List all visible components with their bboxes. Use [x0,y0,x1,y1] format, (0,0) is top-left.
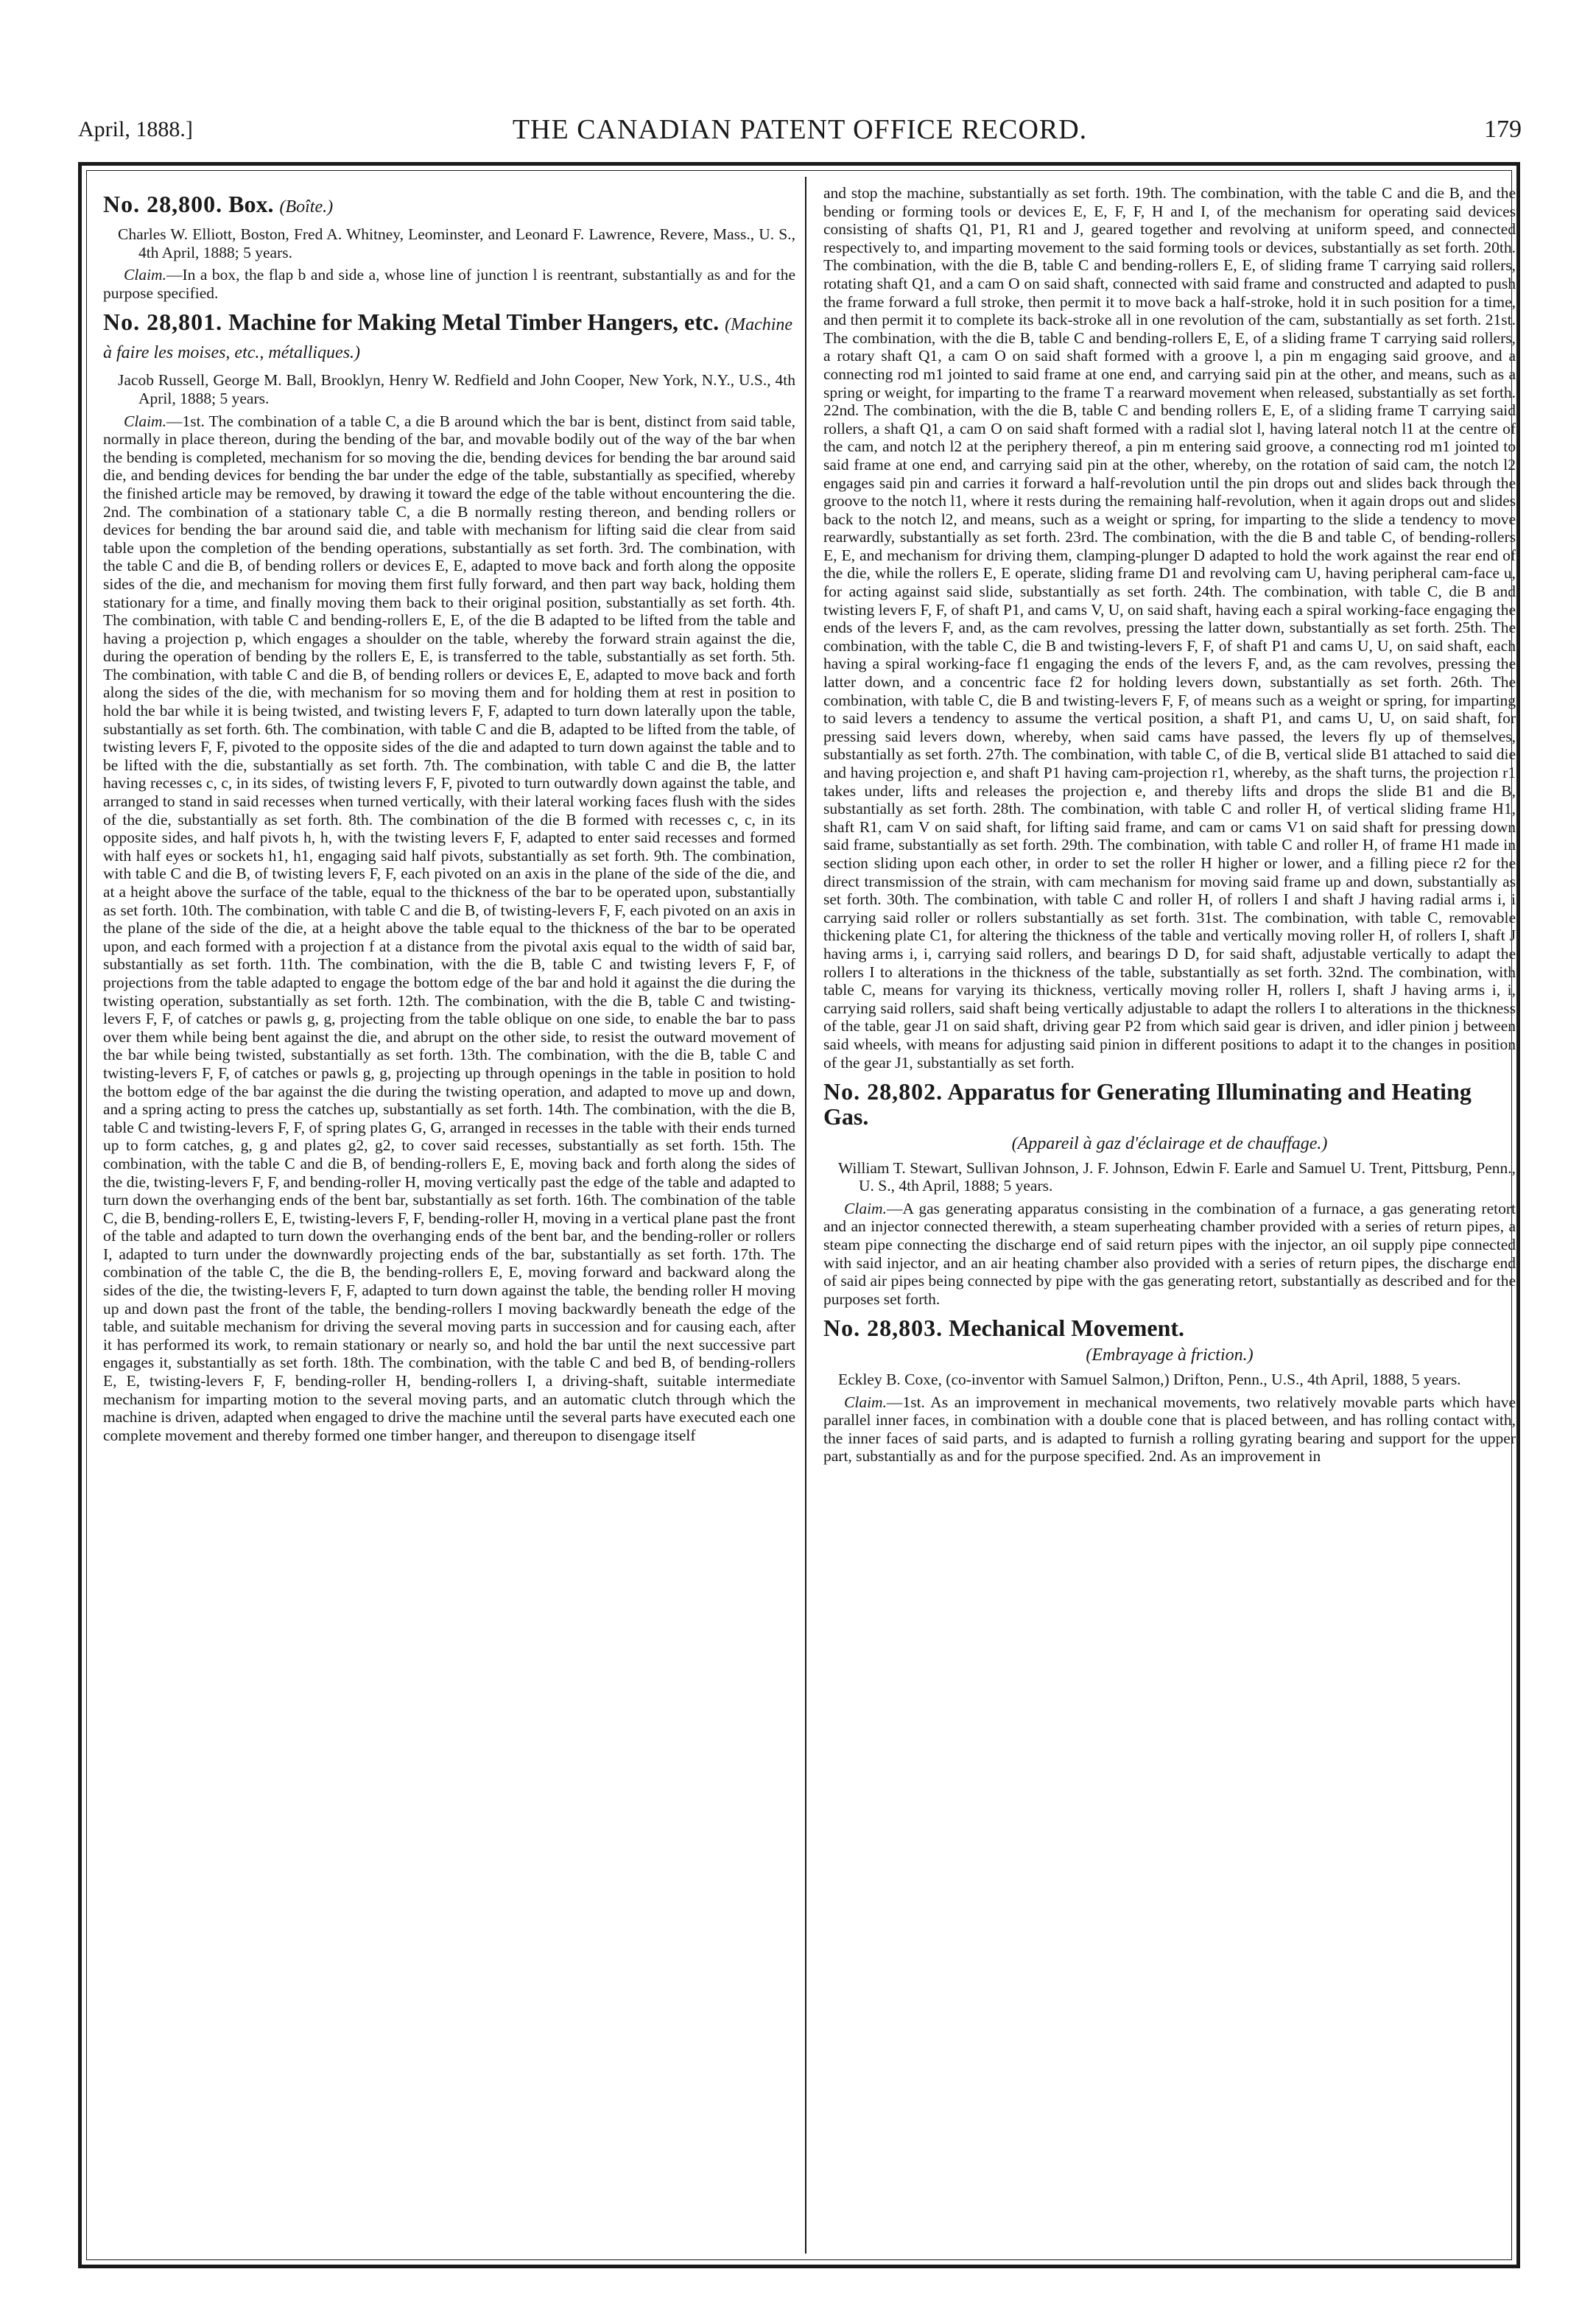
claim-text [823,1393,1516,1466]
claim-text [103,412,795,1445]
patent-entry-28801 [103,309,795,1444]
inventors: Jacob Russell, George M. Ball, Brooklyn, Henry W. Redfield and John Cooper, New York, N.Y., U.S., 4th April, 1888; 5 years. [118,371,795,407]
claim-text [823,1200,1516,1309]
left-column [103,184,795,2246]
right-column [823,184,1516,2246]
patent-number: No. 28,802. [823,1078,943,1105]
french-title: (Embrayage à friction.) [1086,1346,1254,1365]
patent-number: No. 28,800. [103,191,223,217]
patent-heading [103,191,795,219]
page-number: 179 [1484,116,1522,143]
patent-entry-28802 [823,1079,1516,1308]
claim-body: —In a box, the flap b and side a, whose line of junction l is reentrant, substantially as and for the purpose specified. [103,266,795,302]
column-rule [805,177,806,2254]
claim-label: Claim. [844,1199,887,1217]
claim-body: —A gas generating apparatus consisting in the combination of a furnace, a gas generating retort and an injector connected therewith, a steam superheating chamber provided with a series of return pipes, a steam pipe connecting the discharge end of said return pipes with the injector, an oil supply pipe connected with said injector, and an air heating chamber also provided with a series of return pipes, the discharge end of said air pipes being connected by pipe with the gas generating retort, substantially as described and for the purposes set forth. [823,1199,1516,1308]
inventors: Charles W. Elliott, Boston, Fred A. Whitney, Leominster, and Leonard F. Lawrence, Revere, Mass., U. S., 4th April, 1888; 5 years. [118,225,795,261]
patent-title: Box. [228,191,274,217]
patent-number: No. 28,803. [823,1315,943,1342]
claim-label: Claim. [124,412,166,430]
claim-label: Claim. [124,266,166,284]
claim-text [103,266,795,302]
issue-date: April, 1888.] [78,117,193,141]
claim-body: —1st. As an improvement in mechanical movements, two relatively movable parts which have parallel inner faces, in combination with a double cone that is placed between, and has rolling contact with, the inner faces of said parts, and is adapted to furnish a rolling gyrating bearing and support for the upper part, substantially as and for the purpose specified. 2nd. As an improvement in [823,1393,1516,1466]
patent-entry-28800 [103,191,795,302]
patent-title: Mechanical Movement. [949,1315,1185,1342]
french-title: (Boîte.) [279,197,334,217]
patent-number: No. 28,801. [103,309,223,336]
patent-heading [823,1315,1516,1340]
patent-title: Apparatus for Generating Illuminating and Heating Gas. [823,1078,1472,1130]
patent-title: Machine for Making Metal Timber Hangers, etc. [228,309,720,336]
patent-entry-28803 [823,1315,1516,1466]
patent-heading [823,1079,1516,1129]
inventors: William T. Stewart, Sullivan Johnson, J. F. Johnson, Edwin F. Earle and Samuel U. Trent, Pittsburg, Penn., U. S., 4th April, 1888; 5 years. [838,1158,1516,1195]
claim-label: Claim. [844,1393,887,1411]
patent-heading [103,309,795,365]
page-header [78,110,1522,149]
claim-body: —1st. The combination of a table C, a die B around which the bar is bent, distinct from said table, normally in place thereon, during the bending of the bar, and movable bodily out of the way of the bar when the bending is completed, mechanism for so moving the die, bending devices for bending the bar around said die, and bending devices for bending the bar under the edge of the table, substantially as specified, whereby the finished article may be removed, by drawing it toward the edge of the table without encountering the die. 2nd. The combination of a stationary table C, a die B normally resting thereon, and bending rollers or devices for bending the bar around said die, and table with mechanism for lifting said die clear from said table upon the completion of the bending operations, substantially as set forth. 3rd. The combination, with the table C and die B, of bending rollers or devices E, E, adapted to move back and forth along the opposite sides of the die, and mechanism for moving them first fully forward, and then part way back, holding them stationary for a time, and finally moving them back to their original position, substantially as set forth. 4th. The combination, with table C and bending-rollers E, E, of the die B adapted to be lifted from the table and having a projection p, which engages a shoulder on the table, whereby the forward strain against the die, during the operation of bending by the rollers E, E, is transferred to the table, substantially as set forth. 5th. The combination, with table C and die B, of bending rollers or devices E, E, adapted to move back and forth along the sides of the die, with mechanism for so moving them and for holding them at rest in position to hold the bar while it is being twisted, and twisting levers F, F, adapted to turn down laterally upon the table, substantially as set forth. 6th. The combination, with table C and die B, adapted to be lifted from the table, of twisting levers F, F, pivoted to the opposite sides of the die and adapted to turn down against the table and to be lifted with the die, substantially as set forth. 7th. The combination, with table C and die B, the latter having recesses c, c, in its sides, of twisting levers F, F, pivoted to turn outwardly down against the table, and arranged to stand in said recesses when turned vertically, with their lateral working faces flush with the sides of the die, substantially as set forth. 8th. The combination of the die B formed with recesses c, c, in its opposite sides, and half pivots h, h, with the twisting levers F, F, adapted to enter said recesses and formed with half eyes or sockets h1, h1, engaging said half pivots, substantially as set forth. 9th. The combination, with table C and die B, of twisting levers F, F, each pivoted on an axis in the plane of the side of the die, and at a height above the surface of the table, equal to the thickness of the bar to be operated upon, substantially as set forth. 10th. The combination, with table C and die B, of twisting-levers F, F, each pivoted on an axis in the plane of the side of the die, at a height above the table equal to the thickness of the bar to be operated upon, and each formed with a projection f at a distance from the pivotal axis equal to the width of said bar, substantially as set forth. 11th. The combination, with the die B, table C and twisting levers F, F, of projections from the table adapted to engage the bottom edge of the bar and hold it against the die during the twisting operation, substantially as set forth. 12th. The combination, with the die B, table C and twisting-levers F, F, of catches or pawls g, g, projecting from the table oblique on one side, to enable the bar to pass over them while being bent against the die, and abrupt on the other side, to resist the outward movement of the bar while being twisted, substantially as set forth. 13th. The combination, with the die B, table C and twisting-levers F, F, of catches or pawls g, g, projecting up through openings in the table in position to hold the bottom edge of the bar against the die during the twisting operation, and adapted to move up and down, and a spring acting to press the catches up, substantially as set forth. 14th. The combination, with the die B, table C and twisting-levers F, F, of spring plates G, G, arranged in recesses in the table with their ends turned up to form catches, g, g and plates g2, g2, to cover said recesses, substantially as set forth. 15th. The combination, with the table C and die B, of bending-rollers E, E, moving back and forth along the sides of the die, twisting-levers F, F, and bending-roller H, moving vertically past the edge of the table and adapted to turn down the overhanging ends of the bent bar, substantially as set forth. 16th. The combination of the table C, die B, bending-rollers E, E, twisting-levers F, F, bending-roller H, moving in a vertical plane past the front of the table and adapted to turn down the overhanging ends of the bent bar, and the bending-roller or rollers I, adapted to turn under the downwardly projecting ends of the bar, substantially as set forth. 17th. The combination of the table C, the die B, the bending-rollers E, E, moving forward and backward along the sides of the die, the twisting-levers F, F, adapted to turn down against the table, the bending roller H moving up and down past the front of the table, the bending-rollers I moving backwardly beneath the edge of the table, and suitable mechanism for driving the several moving parts in succession and for causing each, after it has performed its work, to remain stationary or nearly so, and hold the bar until the next successive part engages it, substantially as set forth. 18th. The combination, with the table C and bed B, of bending-rollers E, E, twisting-levers F, F, bending-roller H, bending-rollers I, a driving-shaft, suitable intermediate mechanism for imparting motion to the several moving parts, and an automatic clutch through which the machine is driven, adapted when engaged to drive the machine until the several parts have executed each one complete movement and thereby formed one timber hanger, and thereupon to disengage itself [103,412,795,1444]
french-title: (Machine à faire les moises, etc., métalliques.) [103,315,793,363]
french-title: (Appareil à gaz d'éclairage et de chauffage.) [1011,1134,1328,1154]
continued-claim-text: and stop the machine, substantially as set forth. 19th. The combination, with the table C and die B, and the bending or forming tools or devices E, E, F, F, H and I, of the mechanism for operating said devices consisting of shafts Q1, P1, R1 and J, geared together and revolving at uniform speed, and connected respectively to, and imparting movement to the said forming tools or devices, substantially as set forth. 20th. The combination, with the die B, table C and bending-rollers E, E, of sliding frame T carrying said rollers, rotating shaft Q1, and a cam O on said shaft, connected with said frame and constructed and adapted to push the frame forward a full stroke, then permit it to move back a half-stroke, hold it in such position for a time, and then permit it to complete its back-stroke all in one revolution of the cam, substantially as set forth. 21st. The combination, with the die B, table C and bending-rollers E, E, of a sliding frame T carrying said rollers, a rotary shaft Q1, a cam O on said shaft formed with a groove l, a pin m engaging said groove, and a connecting rod m1 jointed to said frame at one end, and carrying said pin at the other, and means, such as a spring or weight, for imparting to the frame T a rearward movement when released, substantially as set forth. 22nd. The combination, with the die B, table C and bending rollers E, E, of a sliding frame T carrying said rollers, a shaft Q1, a cam O on said shaft formed with a radial slot l, having lateral notch l1 at the centre of the cam, and notch l2 at the periphery thereof, a pin m entering said groove, a connecting rod m1 jointed to said frame at one end, and carrying said pin at the other, whereby, on the rotation of said cam, the notch l2 engages said pin and carries it forward a half-revolution until the pin drops out and slides back through the groove to the notch l1, where it rests during the remaining half-revolution, when it again drops out and slides back to the notch l2, and means, such as a weight or spring, for imparting to the slide a tendency to move rearwardly, substantially as set forth. 23rd. The combination, with the die B and table C, of bending-rollers E, E, and mechanism for driving them, clamping-plunger D adapted to hold the work against the rear end of the die, while the rollers E, E operate, sliding frame D1 and revolving cam U, having peripheral cam-face u, for acting against said slide, substantially as set forth. 24th. The combination, with table C, die B and twisting levers F, F, of shaft P1, and cams V, U, on said shaft, having each a spiral working-face engaging the ends of the levers F, and, as the cam revolves, pressing the latter down, substantially as set forth. 25th. The combination, with the table C, die B and twisting-levers F, F, of shaft P1 and cams U, U, on said shaft, each having a spiral working-face f1 engaging the ends of the levers F, and, as the cam revolves, pressing the latter down, and a concentric face f2 for holding levers down, substantially as set forth. 26th. The combination, with table C, die B and twisting-levers F, F, of means such as a weight or spring, for imparting to said levers a tendency to assume the vertical position, a shaft P1, and cams U, U, on said shaft, for pressing said levers down, whereby, when said cams have passed, the levers fly up of themselves, substantially as set forth. 27th. The combination, with table C, of die B, vertical slide B1 attached to said die and having projection e, and shaft P1 having cam-projection r1, whereby, as the shaft turns, the projection r1 takes under, lifts and releases the projection e, and thereby lifts and drops the slide B1 and die B, substantially as set forth. 28th. The combination, with table C and roller H, of vertical sliding frame H1, shaft R1, cam V on said shaft, for lifting said frame, and cam or cams V1 on said shaft for pressing down said frame, substantially as set forth. 29th. The combination, with table C and roller H, of frame H1 made in section sliding upon each other, in order to set the roller H higher or lower, and a filling piece r2 for the direct transmission of the strain, with cam mechanism for moving said frame up and down, substantially as set forth. 30th. The combination, with table C and roller H, of rollers I and shaft J having radial arms i, i carrying said roller or rollers substantially as set forth. 31st. The combination, with table C, removable thickening plate C1, for altering the thickness of the table and vertically moving roller H, of rollers I, shaft J having arms i, i, carrying said rollers, and bearings D D, for said shaft, adjustable vertically to adapt the rollers I to alterations in the thickness of the table, substantially as set forth. 32nd. The combination, with table C, means for varying its thickness, vertically moving roller H, rollers I, shaft J having arms i, i, carrying said rollers, said shaft being vertically adjustable to adapt the rollers I to alterations in the thickness of the table, gear J1 on said shaft, driving gear P2 from which said gear is driven, and idler pinion j between said wheels, with means for adjusting said pinion in different positions to adapt it to the changes in position of the gear J1, substantially as set forth. [823,184,1516,1072]
inventors: Eckley B. Coxe, (co-inventor with Samuel Salmon,) Drifton, Penn., U.S., 4th April, 1888, 5 years. [838,1371,1461,1389]
publication-title: THE CANADIAN PATENT OFFICE RECORD. [512,114,1088,145]
